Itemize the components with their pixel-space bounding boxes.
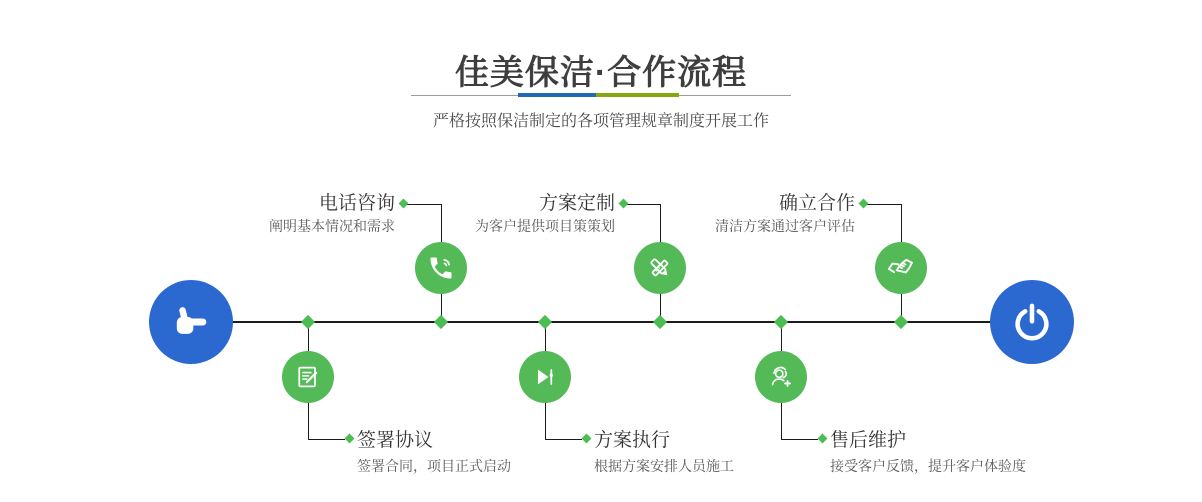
divider-green-segment (596, 93, 679, 97)
connector-horizontal-handshake (864, 204, 902, 205)
pencil-ruler-icon (646, 254, 674, 282)
step-title: 电话咨询 (318, 193, 395, 214)
timeline-diamond (434, 315, 448, 329)
step-desc: 根据方案安排人员施工 (594, 458, 734, 474)
connector-horizontal-play (545, 439, 582, 440)
step-desc: 为客户提供项目策策划 (475, 218, 615, 234)
timeline-diamond (774, 315, 788, 329)
step-label-design (375, 193, 615, 236)
step-desc: 签署合同，项目正式启动 (357, 458, 511, 474)
power-icon (1011, 301, 1053, 343)
end-node (990, 280, 1074, 364)
step-label-sign (357, 430, 511, 476)
step-desc: 清洁方案通过客户评估 (715, 218, 855, 234)
divider-blue-segment (518, 93, 596, 97)
label-diamond (818, 434, 828, 444)
divider-gray-right (679, 95, 791, 96)
start-node (149, 280, 233, 364)
label-diamond (859, 199, 869, 209)
connector-horizontal-service (781, 439, 818, 440)
timeline-diamond (538, 315, 552, 329)
step-desc: 接受客户反馈，提升客户体验度 (830, 458, 1026, 474)
step-title: 方案执行 (594, 430, 671, 451)
document-sign-icon (294, 363, 322, 391)
step-title: 确立合作 (778, 193, 855, 214)
step-label-handshake (615, 193, 855, 236)
step-node-play (519, 351, 571, 403)
page-title: 佳美保洁·合作流程 (454, 54, 748, 92)
step-label-play (594, 430, 734, 476)
timeline-diamond (894, 315, 908, 329)
phone-call-icon (427, 254, 455, 282)
title-divider (411, 93, 791, 97)
label-diamond (582, 434, 592, 444)
step-title: 方案定制 (538, 193, 615, 214)
step-desc: 阐明基本情况和需求 (269, 218, 395, 234)
headset-support-icon (767, 363, 795, 391)
timeline-diamond (653, 315, 667, 329)
step-node-handshake (875, 242, 927, 294)
hand-pointer-icon (168, 299, 214, 345)
step-title: 签署协议 (357, 430, 434, 451)
step-label-service (830, 430, 1026, 476)
play-slider-icon (532, 364, 558, 390)
step-node-sign (282, 351, 334, 403)
divider-gray-left (411, 95, 518, 96)
step-title: 售后维护 (830, 430, 907, 451)
label-diamond (345, 434, 355, 444)
step-label-phone (155, 193, 395, 236)
timeline-diamond (301, 315, 315, 329)
connector-horizontal-sign (308, 439, 345, 440)
step-node-phone (415, 242, 467, 294)
handshake-icon (886, 253, 916, 283)
page-subtitle: 严格按照保洁制定的各项管理规章制度开展工作 (432, 113, 769, 130)
step-node-service (755, 351, 807, 403)
step-node-design (634, 242, 686, 294)
